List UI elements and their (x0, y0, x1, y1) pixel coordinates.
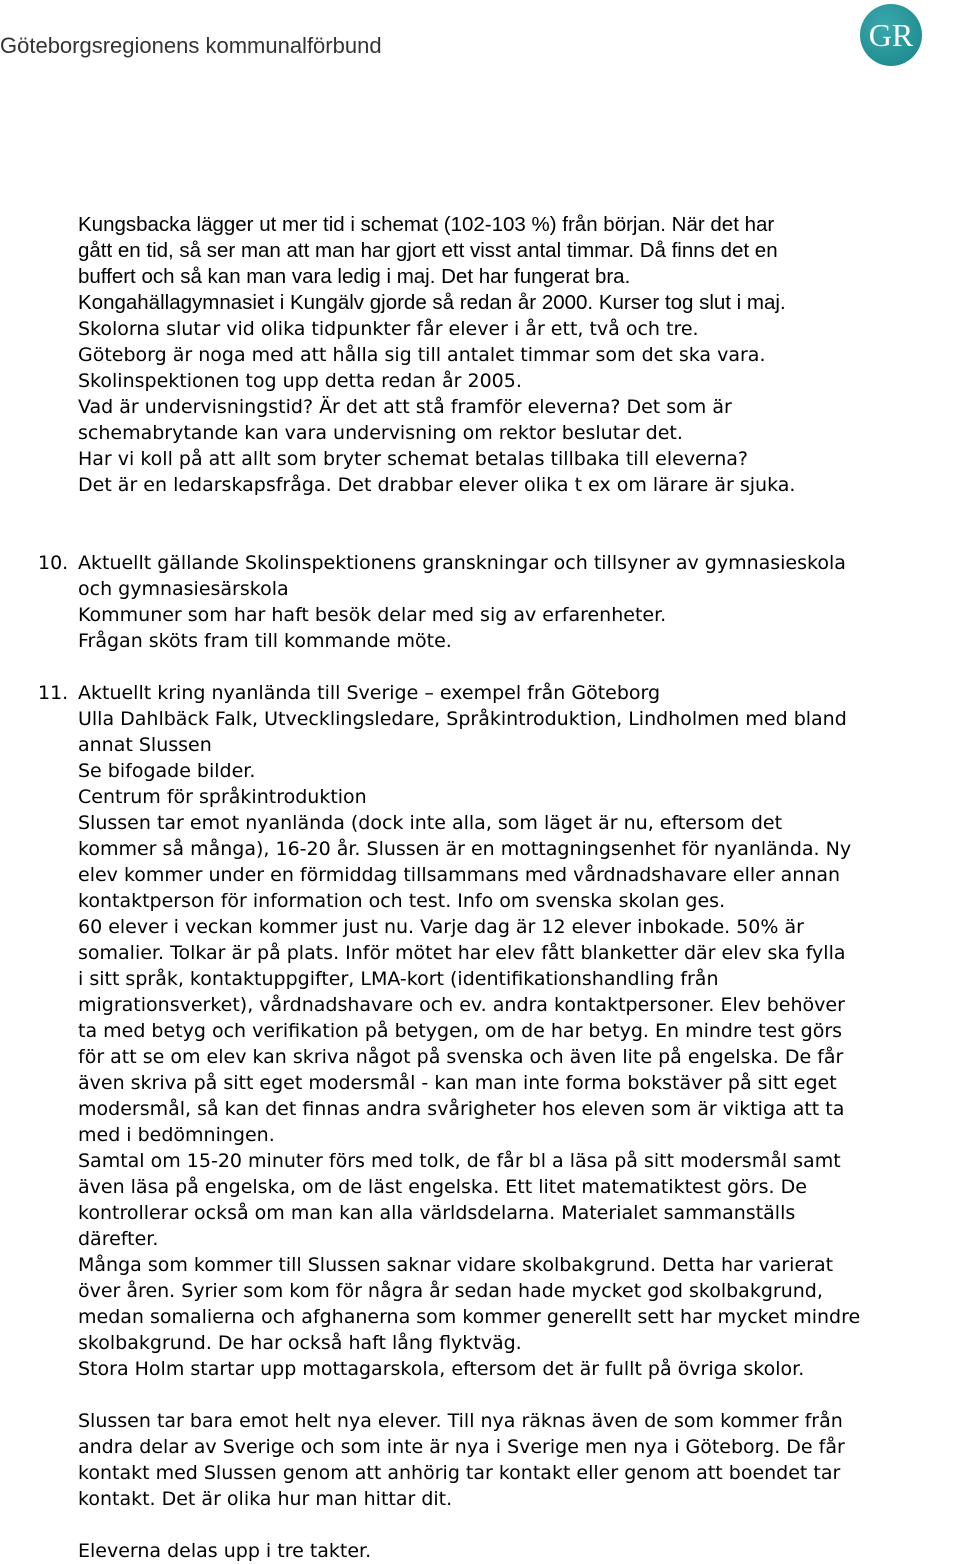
paragraph-line: kontaktperson för information och test. Info om svenska skolan ges. (78, 890, 726, 912)
paragraph-line: Skolorna slutar vid olika tidpunkter får elever i år ett, två och tre. (78, 318, 699, 340)
item-number: 11. (38, 682, 69, 704)
paragraph-line: elev kommer under en förmiddag tillsammans med vårdnadshavare eller annan (78, 864, 841, 886)
paragraph-line: kontakt. Det är olika hur man hittar dit. (78, 1488, 453, 1510)
paragraph-line: Kongahällagymnasiet i Kungälv gjorde så redan år 2000. Kurser tog slut i maj. (78, 291, 786, 314)
paragraph-line: medan somalierna och afghanerna som kommer generellt sett har mycket mindre (78, 1306, 861, 1328)
paragraph-line: därefter. (78, 1228, 159, 1250)
paragraph-line: gått en tid, så ser man att man har gjort ett visst antal timmar. Då finns det en (78, 239, 778, 262)
paragraph-line: kommer så många), 16-20 år. Slussen är en mottagningsenhet för nyanlända. Ny (78, 838, 852, 860)
paragraph-line: andra delar av Sverige och som inte är nya i Sverige men nya i Göteborg. De får (78, 1436, 845, 1458)
paragraph-line: migrationsverket), vårdnadshavare och ev. andra kontaktpersoner. Elev behöver (78, 994, 845, 1016)
logo-text: GR (868, 17, 914, 53)
paragraph-line: Stora Holm startar upp mottagarskola, eftersom det är fullt på övriga skolor. (78, 1358, 805, 1380)
paragraph-line: Eleverna delas upp i tre takter. (78, 1540, 372, 1562)
paragraph-line: 60 elever i veckan kommer just nu. Varje dag är 12 elever inbokade. 50% är (78, 916, 804, 938)
paragraph-line: Kommuner som har haft besök delar med sig av erfarenheter. (78, 604, 667, 626)
paragraph-line: även läsa på engelska, om de läst engelska. Ett litet matematiktest görs. De (78, 1176, 807, 1198)
paragraph-line: i sitt språk, kontaktuppgifter, LMA-kort (identifikationshandling från (78, 968, 719, 990)
paragraph-line: modersmål, så kan det finnas andra svårigheter hos eleven som är viktiga att ta (78, 1098, 845, 1120)
paragraph-line: Frågan sköts fram till kommande möte. (78, 630, 452, 652)
item-number: 10. (38, 552, 69, 574)
organization-name: Göteborgsregionens kommunalförbund (0, 33, 382, 58)
paragraph-line: Ulla Dahlbäck Falk, Utvecklingsledare, Språkintroduktion, Lindholmen med bland (78, 708, 847, 730)
paragraph-line: Göteborg är noga med att hålla sig till antalet timmar som det ska vara. (78, 344, 766, 366)
paragraph-line: Samtal om 15-20 minuter förs med tolk, de får bl a läsa på sitt modersmål samt (78, 1150, 841, 1172)
paragraph-line: skolbakgrund. De har också haft lång flyktväg. (78, 1332, 522, 1354)
paragraph-line: även skriva på sitt eget modersmål - kan man inte forma bokstäver på sitt eget (78, 1072, 837, 1094)
paragraph-line: Slussen tar emot nyanlända (dock inte alla, som läget är nu, eftersom det (78, 812, 783, 834)
paragraph-line: Se bifogade bilder. (78, 760, 256, 782)
item-heading: och gymnasiesärskola (78, 578, 289, 600)
paragraph-line: Kungsbacka lägger ut mer tid i schemat (102-103 %) från början. När det har (78, 213, 775, 236)
paragraph-line: somalier. Tolkar är på plats. Inför mötet har elev fått blanketter där elev ska fylla (78, 942, 846, 964)
paragraph-line: kontrollerar också om man kan alla världsdelarna. Materialet sammanställs (78, 1202, 796, 1224)
paragraph-line: Skolinspektionen tog upp detta redan år 2005. (78, 370, 522, 392)
paragraph-line: för att se om elev kan skriva något på svenska och även lite på engelska. De får (78, 1046, 844, 1068)
paragraph-line: Har vi koll på att allt som bryter schemat betalas tillbaka till eleverna? (78, 448, 749, 470)
paragraph-line: annat Slussen (78, 734, 212, 756)
item-heading: Aktuellt gällande Skolinspektionens granskningar och tillsyner av gymnasieskola (78, 552, 846, 574)
paragraph-line: Många som kommer till Slussen saknar vidare skolbakgrund. Detta har varierat (78, 1254, 834, 1276)
paragraph-line: ta med betyg och verifikation på betygen, om de har betyg. En mindre test görs (78, 1020, 843, 1042)
paragraph-line: Centrum för språkintroduktion (78, 786, 367, 808)
gr-logo (858, 2, 924, 68)
paragraph-line: Slussen tar bara emot helt nya elever. Till nya räknas även de som kommer från (78, 1410, 843, 1432)
paragraph-line: schemabrytande kan vara undervisning om rektor beslutar det. (78, 422, 683, 444)
paragraph-line: kontakt med Slussen genom att anhörig tar kontakt eller genom att boendet tar (78, 1462, 841, 1484)
paragraph-line: över åren. Syrier som kom för några år sedan hade mycket god skolbakgrund, (78, 1280, 823, 1302)
paragraph-line: Det är en ledarskapsfråga. Det drabbar elever olika t ex om lärare är sjuka. (78, 474, 796, 496)
paragraph-line: buffert och så kan man vara ledig i maj. Det har fungerat bra. (78, 265, 631, 288)
paragraph-line: Vad är undervisningstid? Är det att stå framför eleverna? Det som är (78, 396, 732, 418)
paragraph-line: med i bedömningen. (78, 1124, 275, 1146)
item-heading: Aktuellt kring nyanlända till Sverige – exempel från Göteborg (78, 682, 661, 704)
